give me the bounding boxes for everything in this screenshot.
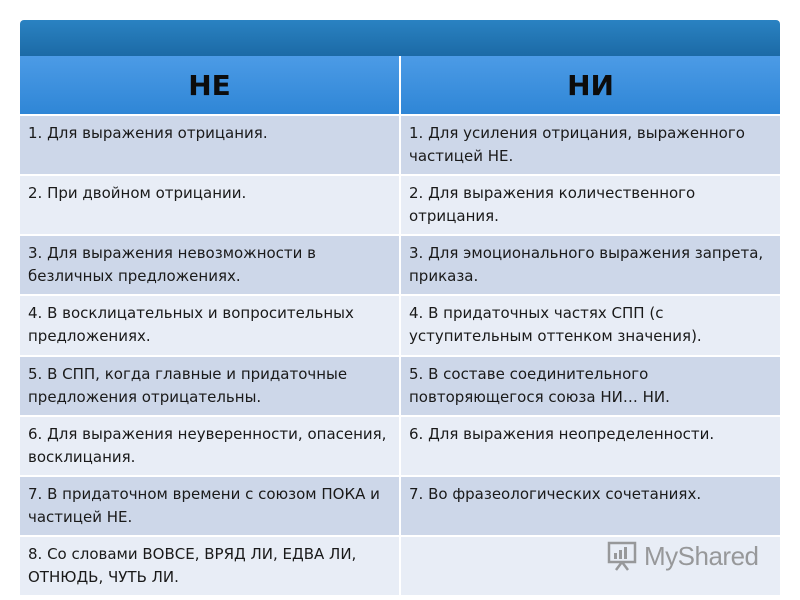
cell-ne: 5. В СПП, когда главные и придаточные предложения отрицательны. xyxy=(20,356,400,416)
cell-ne: 6. Для выражения неуверенности, опасения, восклицания. xyxy=(20,416,400,476)
cell-ni: 4. В придаточных частях СПП (с уступительным оттенком значения). xyxy=(400,295,780,356)
header-row xyxy=(20,56,780,115)
cell-ne: 4. В восклицательных и вопросительных предложениях. xyxy=(20,295,400,356)
cell-ne: 1. Для выражения отрицания. xyxy=(20,115,400,175)
table-row xyxy=(20,115,780,175)
cell-ne: 3. Для выражения невозможности в безличных предложениях. xyxy=(20,235,400,295)
cell-ni: 3. Для эмоционального выражения запрета, приказа. xyxy=(400,235,780,295)
cell-ne: 7. В придаточном времени с союзом ПОКА и частицей НЕ. xyxy=(20,476,400,536)
table-row xyxy=(20,235,780,295)
cell-ni: 7. Во фразеологических сочетаниях. xyxy=(400,476,780,536)
header-band xyxy=(20,20,780,56)
cell-ni: 2. Для выражения количественного отрицания. xyxy=(400,175,780,235)
table-row xyxy=(20,175,780,235)
presentation-board-icon xyxy=(606,540,640,572)
column-header-ne: НЕ xyxy=(20,56,400,115)
cell-ni: 6. Для выражения неопределенности. xyxy=(400,416,780,476)
table-row xyxy=(20,416,780,476)
cell-ni: 1. Для усиления отрицания, выраженного частицей НЕ. xyxy=(400,115,780,175)
column-header-ni: НИ xyxy=(400,56,780,115)
watermark xyxy=(606,538,766,574)
table-row xyxy=(20,476,780,536)
cell-ni: 5. В составе соединительного повторяющегося союза НИ… НИ. xyxy=(400,356,780,416)
comparison-table xyxy=(20,56,780,595)
cell-ne: 2. При двойном отрицании. xyxy=(20,175,400,235)
table-row xyxy=(20,295,780,356)
table-row xyxy=(20,356,780,416)
cell-ne: 8. Со словами ВОВСЕ, ВРЯД ЛИ, ЕДВА ЛИ, ОТНЮДЬ, ЧУТЬ ЛИ. xyxy=(20,536,400,595)
watermark-text: MyShared xyxy=(644,540,759,571)
